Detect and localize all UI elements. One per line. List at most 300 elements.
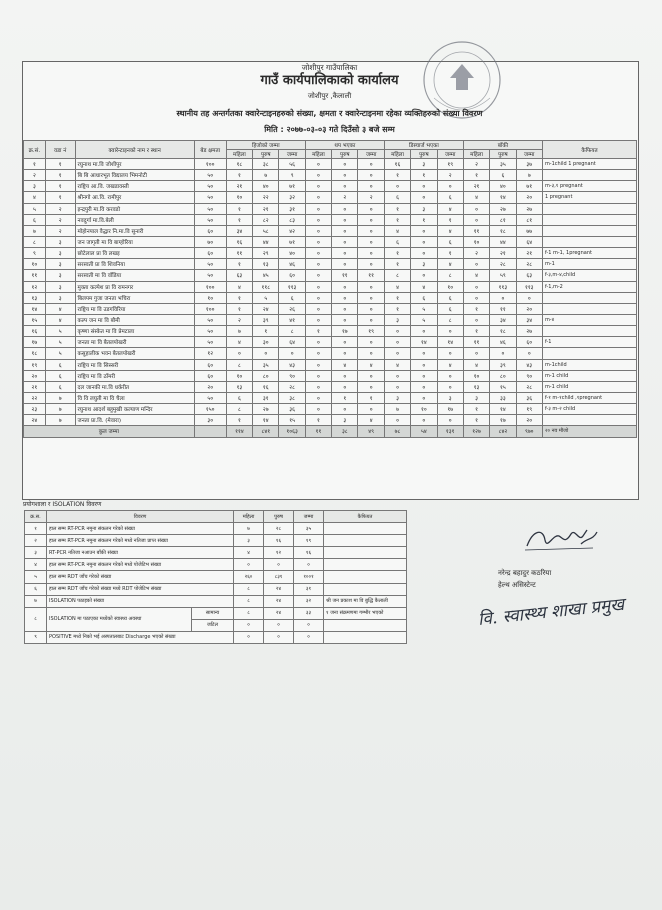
table-cell [542, 303, 636, 314]
table-cell: ० [437, 415, 463, 426]
table-row [24, 281, 637, 292]
table-cell: ३ [45, 292, 75, 303]
table-cell: ११ [358, 270, 384, 281]
table-cell: ४ [437, 359, 463, 370]
table-cell: १६ [24, 326, 46, 337]
table-cell: ५० [194, 192, 226, 203]
iso-cell [324, 523, 407, 535]
table-cell: १ [24, 159, 46, 170]
table-cell: ७७ [516, 225, 542, 236]
table-cell: १ [384, 170, 410, 181]
table-cell: १० [463, 370, 489, 381]
table-cell: श्रीनगो आ.वि. रामीपुर [75, 192, 194, 203]
table-cell: १ [463, 415, 489, 426]
iso-cell: ० [294, 631, 324, 643]
iso-row [25, 535, 407, 547]
total-cell: ७८ [384, 426, 410, 437]
table-cell: २७ [516, 326, 542, 337]
table-row [24, 259, 637, 270]
table-cell: ० [358, 337, 384, 348]
iso-cell [324, 559, 407, 571]
table-cell: ३ [411, 259, 437, 270]
table-cell: १ [226, 203, 252, 214]
table-row [24, 181, 637, 192]
table-cell: २ [226, 314, 252, 325]
table-cell: १० [411, 404, 437, 415]
table-cell: मुक्ता कल्पेश प्रा वि रामनगर [75, 281, 194, 292]
iso-cell: हाल सम्म RT-PCR नमुना संकलन गरेको मध्ये पोजेटिभ संख्या [47, 559, 234, 571]
table-cell: १ [226, 214, 252, 225]
table-cell: १ [384, 292, 410, 303]
table-cell: रघुनाथ आदर्श बहुमुखी कल्याण मन्दिर [75, 404, 194, 415]
table-cell: २ [463, 248, 489, 259]
total-cell [194, 426, 226, 437]
table-cell: ३ [411, 203, 437, 214]
table-cell: ० [332, 259, 358, 270]
signatory-role: हेल्थ असिस्टेन्ट [498, 581, 536, 589]
table-cell: ० [384, 381, 410, 392]
table-cell: ० [358, 404, 384, 415]
iso-cell [324, 535, 407, 547]
table-cell: २१ [516, 248, 542, 259]
table-cell: ० [305, 214, 331, 225]
table-cell: ८१ [490, 214, 516, 225]
table-cell: ७ [45, 392, 75, 403]
table-cell: ५० [194, 203, 226, 214]
table-cell: ३५ [253, 359, 279, 370]
table-cell: १ [463, 326, 489, 337]
table-cell: ० [253, 348, 279, 359]
table-cell: ३३ [490, 392, 516, 403]
table-cell: ७ [384, 404, 410, 415]
table-cell: ६० [194, 248, 226, 259]
table-cell: १ [437, 248, 463, 259]
table-cell: ३८ [279, 392, 305, 403]
table-cell: २७ [516, 203, 542, 214]
iso-cell: ० [234, 619, 264, 631]
table-cell: ६ [411, 292, 437, 303]
table-cell: १२ [24, 281, 46, 292]
table-cell: ० [411, 415, 437, 426]
table-cell: दल जानकी मा.वि धर्करीत [75, 381, 194, 392]
isolation-body [25, 523, 407, 644]
iso-cell: २४ [264, 595, 294, 607]
table-cell: २७ [253, 404, 279, 415]
table-cell: २८ [279, 381, 305, 392]
iso-cell: १ जना संक्रमणमा गम्भीर भएको [324, 607, 407, 619]
iso-cell: २८ [264, 523, 294, 535]
table-cell: ४ [226, 337, 252, 348]
table-cell: ० [305, 248, 331, 259]
iso-cell [324, 571, 407, 583]
table-cell: २८ [516, 259, 542, 270]
iso-row [25, 607, 407, 619]
iso-col-desc: विवरण [47, 511, 234, 523]
table-cell: ४ [463, 192, 489, 203]
table-cell: ६ [45, 381, 75, 392]
table-cell: २१ [226, 181, 252, 192]
table-cell: m-1 child [542, 381, 636, 392]
table-cell: ९० [516, 370, 542, 381]
table-cell: १ [384, 248, 410, 259]
iso-cell: ८ [234, 583, 264, 595]
table-cell: ० [305, 292, 331, 303]
table-cell: जनता मा वि बैतलपोखरी [75, 337, 194, 348]
table-cell: ० [305, 303, 331, 314]
table-cell: ० [384, 348, 410, 359]
table-body [24, 159, 637, 438]
table-cell: ० [384, 370, 410, 381]
table-cell: ३ [332, 415, 358, 426]
table-cell: ५८ [253, 225, 279, 236]
table-cell: १७ [437, 404, 463, 415]
table-cell: ० [332, 181, 358, 192]
table-cell: ० [437, 181, 463, 192]
total-cell: ४९ [358, 426, 384, 437]
group-remaining: बाँकी [463, 141, 542, 150]
table-cell: १ [384, 303, 410, 314]
table-cell: १ [253, 326, 279, 337]
table-cell: १६ [384, 159, 410, 170]
table-cell: ४३ [516, 359, 542, 370]
table-cell: ५० [194, 326, 226, 337]
report-date: मिति : २०७७-०३-०३ गते दिउँसो ३ बजे सम्म [264, 125, 395, 134]
table-cell: ४० [253, 181, 279, 192]
table-row [24, 192, 637, 203]
table-cell: ० [411, 348, 437, 359]
table-cell: १०० [194, 303, 226, 314]
table-cell: ३ [384, 392, 410, 403]
table-cell: ० [358, 281, 384, 292]
table-cell: ५९ [490, 270, 516, 281]
table-cell: ० [411, 236, 437, 247]
iso-cell: ५ [25, 571, 47, 583]
table-cell [542, 292, 636, 303]
table-cell: ३१ [253, 392, 279, 403]
table-cell: ० [332, 203, 358, 214]
table-cell: ० [463, 281, 489, 292]
iso-cell: ९ [25, 631, 47, 643]
table-cell: ५ [253, 292, 279, 303]
table-cell: ० [437, 326, 463, 337]
table-cell: ८० [253, 370, 279, 381]
table-cell: ६ [45, 370, 75, 381]
iso-col-t: जम्मा [294, 511, 324, 523]
table-cell: ६४ [279, 337, 305, 348]
table-cell: कल्प जन मा वि बौमी [75, 314, 194, 325]
table-cell: ० [332, 248, 358, 259]
iso-cell [324, 619, 407, 631]
table-cell: ३२ [279, 192, 305, 203]
table-cell: ४ [384, 359, 410, 370]
table-cell: ० [384, 181, 410, 192]
table-cell: ३ [463, 392, 489, 403]
table-cell: १५० [194, 404, 226, 415]
table-cell: ० [463, 259, 489, 270]
table-cell: ० [411, 392, 437, 403]
table-cell: ० [305, 270, 331, 281]
table-cell: ० [411, 181, 437, 192]
iso-row [25, 583, 407, 595]
table-cell: ४० [490, 181, 516, 192]
table-cell: m-३,१ pregnant [542, 181, 636, 192]
iso-cell [324, 547, 407, 559]
signatory-block [498, 567, 551, 591]
table-cell: ६ [437, 236, 463, 247]
table-cell: १९ [516, 404, 542, 415]
table-row [24, 404, 637, 415]
table-cell: ० [358, 314, 384, 325]
total-cell: २० नव मौजो [542, 426, 636, 437]
table-cell: १ [226, 259, 252, 270]
iso-row [25, 595, 407, 607]
table-cell: १८ [226, 159, 252, 170]
table-cell: १५ [279, 415, 305, 426]
table-cell: ४३ [279, 359, 305, 370]
table-cell: १३ [463, 381, 489, 392]
table-cell: ३१ [279, 203, 305, 214]
table-cell: ३६ [516, 392, 542, 403]
group-added: थप भएका [305, 141, 384, 150]
table-cell: राष्ट्रिय मा वि सिस्सरी [75, 359, 194, 370]
table-cell: ० [332, 159, 358, 170]
table-cell: ४ [45, 314, 75, 325]
table-cell: ० [332, 303, 358, 314]
table-cell: ४५ [253, 270, 279, 281]
iso-cell: १९ [294, 535, 324, 547]
table-cell: ११८ [253, 281, 279, 292]
table-cell: ० [226, 348, 252, 359]
table-cell: ० [358, 248, 384, 259]
subheader-f: महिला [384, 150, 410, 159]
table-cell: ४ [226, 281, 252, 292]
iso-cell: RT-PCR नतिजा नआउन बाँकी संख्या [47, 547, 234, 559]
table-cell: १७ [24, 337, 46, 348]
table-cell: ४ [358, 415, 384, 426]
table-cell: १ [463, 170, 489, 181]
total-cell: ५४ [411, 426, 437, 437]
table-cell: १ [45, 192, 75, 203]
iso-cell: ८ [234, 595, 264, 607]
table-cell: २६ [279, 303, 305, 314]
table-cell [542, 348, 636, 359]
table-cell: १०० [194, 281, 226, 292]
table-cell: १ [384, 259, 410, 270]
table-cell: ५० [194, 270, 226, 281]
iso-cell: ७ [234, 523, 264, 535]
table-cell: ६ [490, 170, 516, 181]
iso-cell: २६० [234, 571, 264, 583]
table-cell: ६ [45, 359, 75, 370]
table-cell: १० [226, 370, 252, 381]
subheader-t: जम्मा [279, 150, 305, 159]
iso-cell: १ [25, 523, 47, 535]
iso-cell: ० [264, 559, 294, 571]
table-cell: ३ [45, 270, 75, 281]
iso-cell: १६ [294, 547, 324, 559]
iso-cell: ३ [234, 535, 264, 547]
table-cell: f-१ m-१child ,१pregnant [542, 392, 636, 403]
table-cell: ० [358, 181, 384, 192]
table-cell: ३ [384, 314, 410, 325]
table-cell: २० [24, 370, 46, 381]
table-cell: ५० [194, 337, 226, 348]
table-cell: ३९ [253, 314, 279, 325]
table-cell: ० [384, 326, 410, 337]
table-cell: f-३ m-२ child [542, 404, 636, 415]
table-cell: २ [45, 203, 75, 214]
table-cell: ६० [516, 337, 542, 348]
table-cell: ७ [226, 326, 252, 337]
table-row [24, 314, 637, 325]
table-cell [542, 225, 636, 236]
table-cell: ५० [194, 392, 226, 403]
office-title: गाउँ कार्यपालिकाको कार्यालय [260, 73, 399, 88]
iso-cell [324, 583, 407, 595]
table-cell: २८ [516, 381, 542, 392]
table-cell: १० [437, 281, 463, 292]
table-cell: ० [332, 381, 358, 392]
iso-cell: २४ [264, 583, 294, 595]
table-cell: ९ [24, 248, 46, 259]
subheader-t: जम्मा [516, 150, 542, 159]
table-cell: ४ [437, 225, 463, 236]
table-cell: ६ [384, 236, 410, 247]
table-cell: m-1 [542, 259, 636, 270]
table-cell: ६ [24, 214, 46, 225]
table-cell: ४२ [279, 225, 305, 236]
table-cell: ६ [437, 292, 463, 303]
table-row [24, 236, 637, 247]
table-cell: ० [411, 381, 437, 392]
table-row [24, 214, 637, 225]
table-cell: १९ [437, 159, 463, 170]
table-cell: ११३ [490, 281, 516, 292]
table-cell: ० [305, 170, 331, 181]
table-cell: ११ [490, 303, 516, 314]
table-cell: ४ [437, 259, 463, 270]
table-cell: ० [305, 192, 331, 203]
table-cell: ० [332, 292, 358, 303]
iso-cell: ८ [25, 607, 47, 631]
table-row [24, 225, 637, 236]
table-cell [542, 236, 636, 247]
table-cell: ० [305, 259, 331, 270]
municipality-name: जोशीपुर गाउँपालिका [301, 63, 358, 72]
table-cell: २८ [490, 259, 516, 270]
table-cell: १९ [24, 359, 46, 370]
table-cell: ४६ [279, 259, 305, 270]
table-cell: ५ [45, 326, 75, 337]
table-cell: ० [305, 236, 331, 247]
table-cell: १ [411, 170, 437, 181]
table-cell: ० [305, 392, 331, 403]
quarantine-table [23, 140, 637, 438]
table-cell: १९ [358, 326, 384, 337]
table-cell: २ [332, 192, 358, 203]
table-cell: ६३ [226, 270, 252, 281]
iso-cell: हाल सम्म RDT जाँच गरेको संख्या मध्ये RDT पोजेटिभ संख्या [47, 583, 234, 595]
table-cell: १ [226, 292, 252, 303]
table-cell: ४६ [490, 337, 516, 348]
table-cell: १ [463, 303, 489, 314]
table-cell: १ [305, 415, 331, 426]
table-cell: ० [358, 159, 384, 170]
table-cell: ० [305, 370, 331, 381]
iso-cell: हाल सम्म RDT जाँच गरेको संख्या [47, 571, 234, 583]
iso-cell: ७ [25, 595, 47, 607]
table-cell: १२ [194, 348, 226, 359]
subheader-f: महिला [305, 150, 331, 159]
table-cell: ८ [437, 270, 463, 281]
table-cell: ५० [194, 259, 226, 270]
table-cell: वि वि लघुती मा वि चैला [75, 392, 194, 403]
table-cell: ३६ [279, 404, 305, 415]
iso-cell: ० [264, 631, 294, 643]
table-cell: २३ [24, 404, 46, 415]
table-cell: १ [226, 415, 252, 426]
table-cell: ६० [279, 270, 305, 281]
table-cell: ६४ [516, 236, 542, 247]
table-cell: १० [24, 259, 46, 270]
table-cell: १ [463, 404, 489, 415]
table-cell: ० [463, 314, 489, 325]
table-cell: १४ [24, 303, 46, 314]
table-cell: ८२ [253, 214, 279, 225]
table-row [24, 170, 637, 181]
table-cell: ० [516, 348, 542, 359]
table-cell: ४ [463, 359, 489, 370]
table-cell: ० [490, 348, 516, 359]
col-beds: बेड क्षमता [194, 141, 226, 159]
table-cell: ३४ [226, 225, 252, 236]
table-cell: ८ [384, 270, 410, 281]
table-cell: जनता प्रा.वि. (मेवारा) [75, 415, 194, 426]
table-cell: १४ [490, 404, 516, 415]
table-cell: २१ [253, 203, 279, 214]
table-cell: f-1 m-1, 1pregnant [542, 248, 636, 259]
iso-cell: ८३१ [264, 571, 294, 583]
table-cell: ७ [253, 170, 279, 181]
table-cell: ० [463, 292, 489, 303]
table-cell: ४ [332, 359, 358, 370]
iso-cell [324, 631, 407, 643]
table-cell: १ [358, 392, 384, 403]
col-sn: क्र.सं. [24, 141, 46, 159]
iso-cell: ८ [234, 607, 264, 619]
table-cell: कसुहालीक भवन बैतलपोखरी [75, 348, 194, 359]
total-cell: ११ [305, 426, 331, 437]
table-cell: ५ [411, 314, 437, 325]
table-cell: १६ [226, 236, 252, 247]
table-row [24, 248, 637, 259]
table-cell: रघुनाथ मा.वि जोशीपुर [75, 159, 194, 170]
total-cell: ८४१ [253, 426, 279, 437]
table-cell: ० [463, 214, 489, 225]
table-cell: १३ [253, 259, 279, 270]
table-cell: ० [358, 303, 384, 314]
table-cell: ० [358, 203, 384, 214]
table-cell: १७ [332, 326, 358, 337]
table-cell: ५ [45, 337, 75, 348]
iso-cell: सामान्य [192, 607, 234, 619]
table-cell: २१ [490, 248, 516, 259]
iso-cell: जटिल [192, 619, 234, 631]
table-cell: १ [332, 392, 358, 403]
table-row [24, 415, 637, 426]
col-name: क्वारेन्टाइनको नाम र स्थान [75, 141, 194, 159]
table-cell: ० [305, 314, 331, 325]
